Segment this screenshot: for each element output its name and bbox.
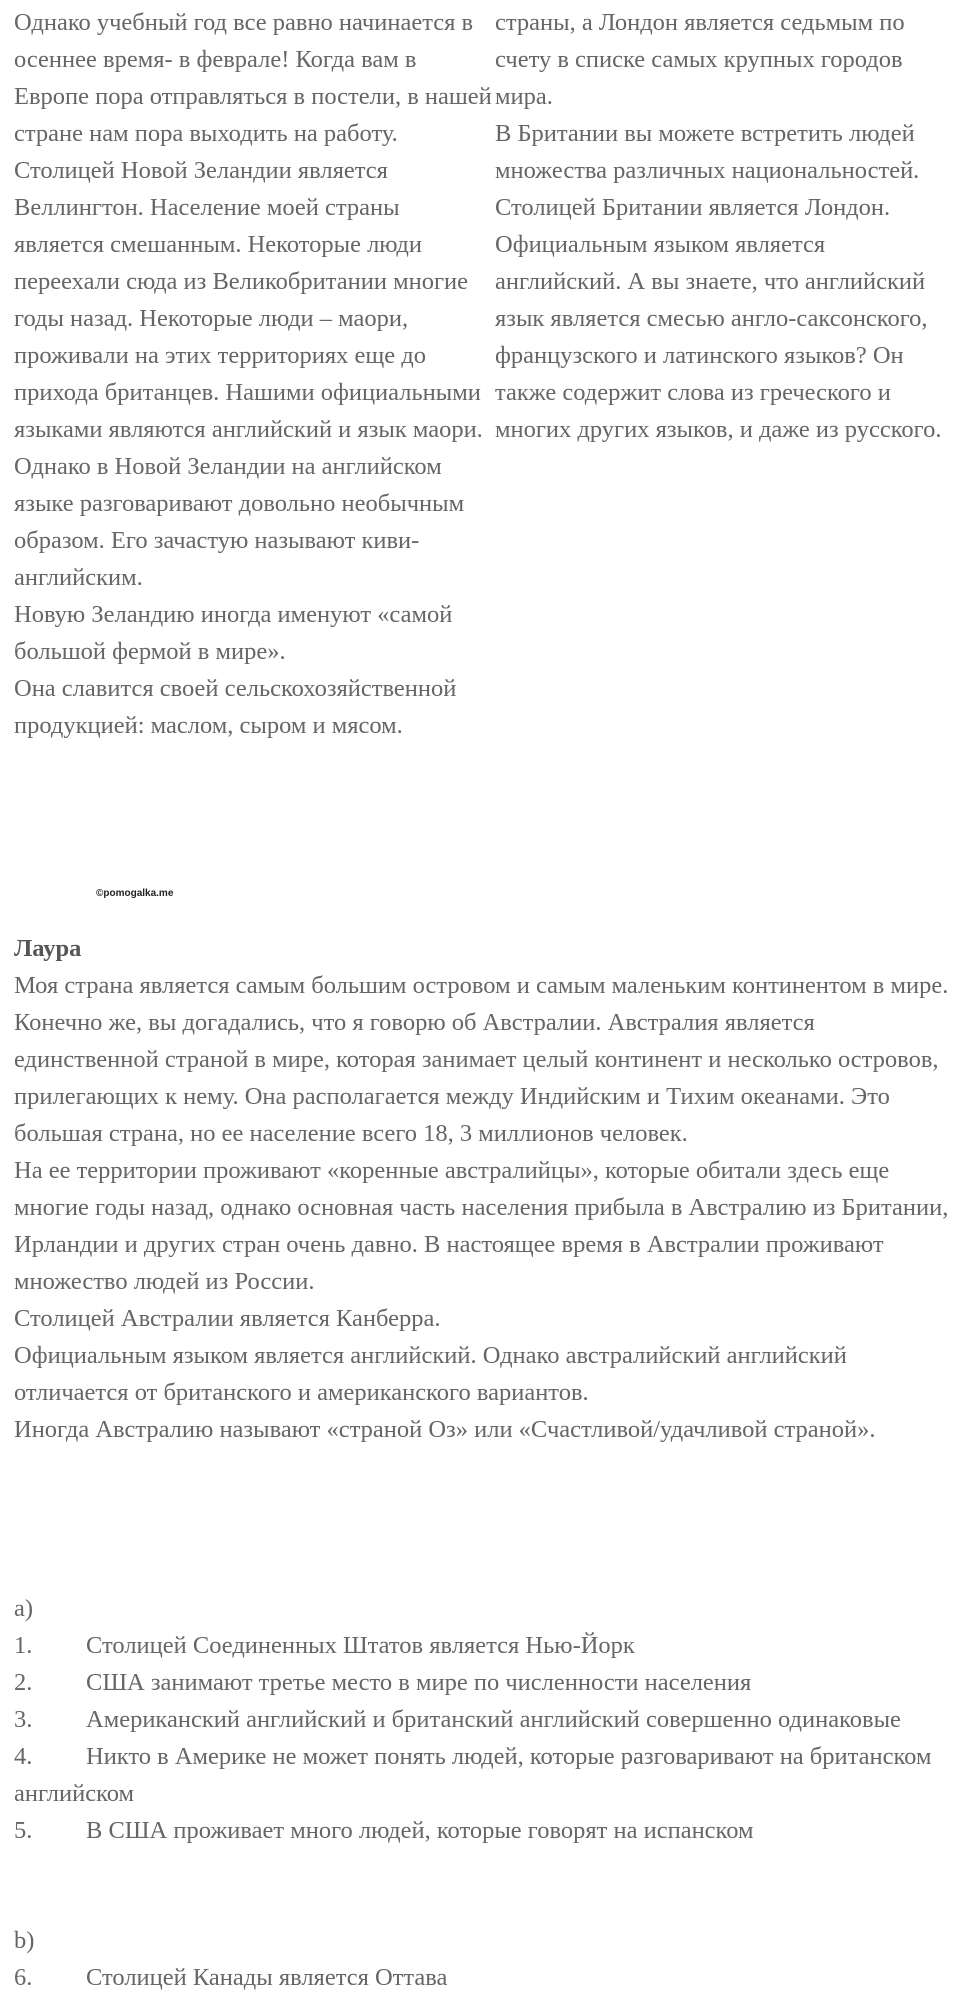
item-text: В США проживает много людей, которые говорят на испанском	[86, 1817, 754, 1844]
left-column	[14, 4, 494, 744]
item-number: 6.	[14, 1964, 33, 1991]
paragraph: Столицей Британии является Лондон. Официальным языком является английский. А вы знаете, что английский язык является смесью англо-саксонского, французского и латинского языков? Он также содержит слова из греческого и многих других языков, и даже из русского.	[495, 194, 942, 443]
exercise-a	[14, 1590, 954, 1849]
item-number: 1.	[14, 1632, 33, 1659]
paragraph: Столицей Австралии является Канберра.	[14, 1305, 441, 1332]
right-column	[495, 4, 955, 448]
list-item	[14, 1701, 954, 1738]
exercise-label: a)	[14, 1595, 34, 1622]
item-text: Никто в Америке не может понять людей, которые разговаривают на британском английском	[14, 1743, 932, 1807]
paragraph: Она славится своей сельскохозяйственной продукцией: маслом, сыром и мясом.	[14, 675, 457, 739]
paragraph: Столицей Новой Зеландии является Веллингтон. Население моей страны является смешанным. Некоторые люди переехали сюда из Великобритании многие годы назад. Некоторые люди – маори, проживали на этих территориях еще до прихода британцев. Нашими официальными языками являются английский и язык маори. Однако в Новой Зеландии на английском языке разговаривают довольно необычным образом. Его зачастую называют киви-английским.	[14, 157, 483, 591]
paragraph: страны, а Лондон является седьмым по счету в списке самых крупных городов мира.	[495, 9, 905, 110]
list-item	[14, 1959, 954, 1996]
item-text: Столицей Соединенных Штатов является Нью-Йорк	[86, 1632, 635, 1659]
paragraph: Иногда Австралию называют «страной Оз» или «Счастливой/удачливой страной».	[14, 1416, 876, 1443]
item-number: 3.	[14, 1706, 33, 1733]
item-number: 4.	[14, 1743, 33, 1770]
exercise-label: b)	[14, 1927, 35, 1954]
item-text: Американский английский и британский английский совершенно одинаковые	[86, 1706, 901, 1733]
list-item	[14, 1664, 954, 1701]
paragraph: В Британии вы можете встретить людей множества различных национальностей.	[495, 120, 920, 184]
paragraph: Однако учебный год все равно начинается в осеннее время- в феврале! Когда вам в Европе пора отправляться в постели, в нашей стране нам пора выходить на работу.	[14, 9, 492, 147]
paragraph: Моя страна является самым большим островом и самым маленьким континентом в мире. Конечно же, вы догадались, что я говорю об Австралии. Австралия является единственной страной в мире, которая занимает целый континент и несколько островов, прилегающих к нему. Она располагается между Индийским и Тихим океанами. Это большая страна, но ее население всего 18, 3 миллионов человек.	[14, 972, 949, 1147]
laura-section	[14, 930, 954, 1448]
list-item	[14, 1627, 954, 1664]
list-item	[14, 1812, 954, 1849]
section-title: Лаура	[14, 935, 82, 962]
paragraph: На ее территории проживают «коренные австралийцы», которые обитали здесь еще многие годы назад, однако основная часть населения прибыла в Австралию из Британии, Ирландии и других стран очень давно. В настоящее время в Австралии проживают множество людей из России.	[14, 1157, 949, 1295]
item-number: 2.	[14, 1669, 33, 1696]
item-text: Столицей Канады является Оттава	[86, 1964, 448, 1991]
paragraph: Официальным языком является английский. Однако австралийский английский отличается от британского и американского вариантов.	[14, 1342, 847, 1406]
item-text: США занимают третье место в мире по численности населения	[86, 1669, 752, 1696]
watermark: ©pomogalka.me	[96, 888, 174, 899]
paragraph: Новую Зеландию иногда именуют «самой большой фермой в мире».	[14, 601, 453, 665]
item-number: 5.	[14, 1817, 33, 1844]
list-item	[14, 1738, 954, 1812]
exercise-b	[14, 1922, 954, 1996]
